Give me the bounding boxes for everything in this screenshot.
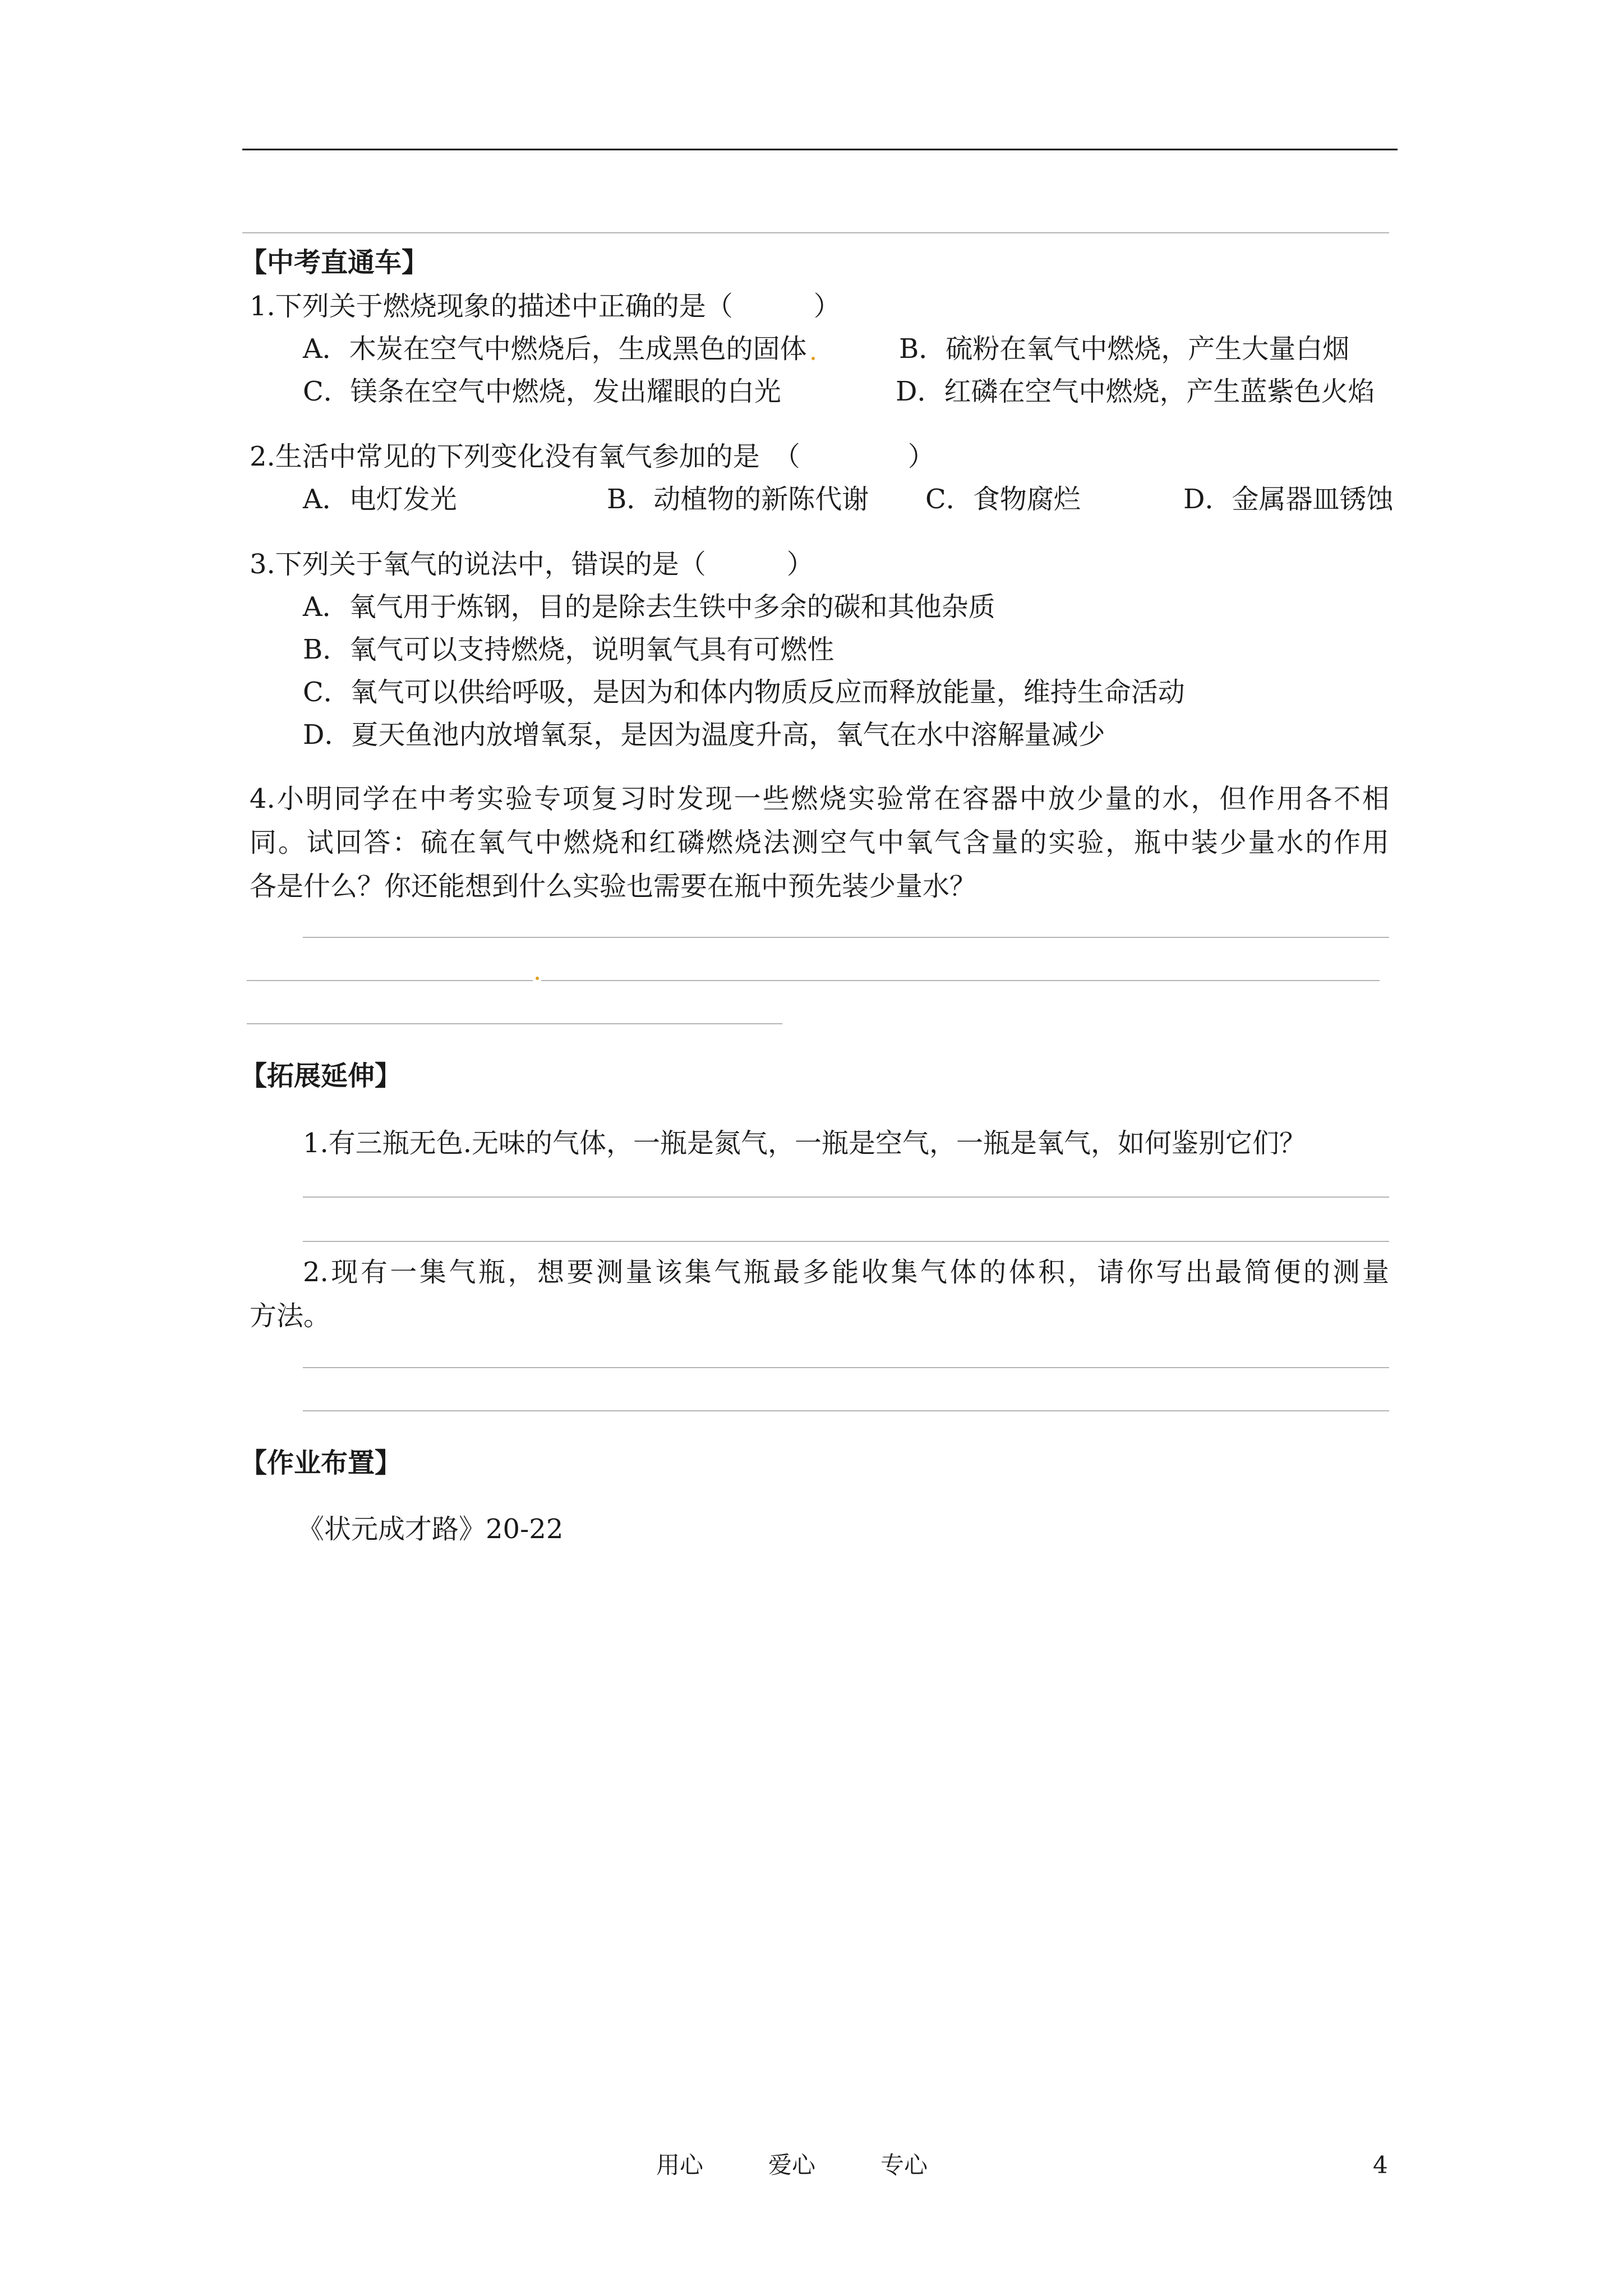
header-thin-rule (242, 232, 1389, 233)
footer-word-1: 用心 (656, 2151, 704, 2179)
extend-question-2-line-2: 方法。 (250, 1300, 331, 1332)
question-3-stem: 3.下列关于氧气的说法中，错误的是（ ） (250, 549, 814, 580)
question-2-option-b: B．动植物的新陈代谢 (607, 484, 869, 515)
section-heading-homework: 【作业布置】 (240, 1447, 402, 1479)
extend-question-1: 1.有三瓶无色.无味的气体，一瓶是氮气，一瓶是空气，一瓶是氧气，如何鉴别它们？ (303, 1128, 1307, 1159)
question-3-option-d: D．夏天鱼池内放增氧泵，是因为温度升高，氧气在水中溶解量减少 (303, 719, 1105, 751)
answer-line-q4-4 (247, 1023, 782, 1024)
stray-mark (536, 977, 539, 980)
stray-mark (811, 357, 815, 360)
question-4-line-1: 4.小明同学在中考实验专项复习时发现一些燃烧实验常在容器中放少量的水，但作用各不相 (250, 783, 1389, 815)
question-2-option-d: D．金属器皿锈蚀 (1183, 484, 1394, 515)
footer-word-3: 专心 (880, 2151, 928, 2179)
question-1-option-b: B．硫粉在氧气中燃烧，产生大量白烟 (899, 333, 1350, 365)
answer-line-extend-1a (303, 1197, 1389, 1198)
answer-line-extend-2b (303, 1410, 1389, 1411)
question-4-line-3: 各是什么？你还能想到什么实验也需要在瓶中预先装少量水？ (250, 871, 977, 902)
question-1-option-a: A．木炭在空气中燃烧后，生成黑色的固体 (303, 333, 807, 365)
page-number: 4 (1373, 2151, 1388, 2179)
question-4-line-2: 同。试回答：硫在氧气中燃烧和红磷燃烧法测空气中氧气含量的实验，瓶中装少量水的作用 (250, 827, 1389, 858)
section-heading-extend: 【拓展延伸】 (240, 1060, 402, 1092)
header-rule (242, 149, 1398, 150)
question-1-option-d: D．红磷在空气中燃烧，产生蓝紫色火焰 (896, 376, 1375, 407)
extend-question-2-line-1: 2.现有一集气瓶，想要测量该集气瓶最多能收集气体的体积，请你写出最简便的测量 (303, 1257, 1389, 1288)
section-heading-exam: 【中考直通车】 (240, 247, 429, 278)
answer-line-q4-2 (247, 980, 533, 981)
question-1-stem: 1.下列关于燃烧现象的描述中正确的是（ ） (250, 291, 841, 322)
question-1-option-c: C．镁条在空气中燃烧，发出耀眼的白光 (303, 376, 781, 407)
footer-word-2: 爱心 (768, 2151, 816, 2179)
question-2-option-a: A．电灯发光 (303, 484, 457, 515)
question-3-option-b: B．氧气可以支持燃烧，说明氧气具有可燃性 (303, 634, 834, 665)
question-3-option-a: A．氧气用于炼钢，目的是除去生铁中多余的碳和其他杂质 (303, 591, 995, 623)
question-2-stem: 2.生活中常见的下列变化没有氧气参加的是 （ ） (250, 441, 935, 472)
question-2-option-c: C．食物腐烂 (925, 484, 1081, 515)
answer-line-extend-1b (303, 1241, 1389, 1242)
question-3-option-c: C．氧气可以供给呼吸，是因为和体内物质反应而释放能量，维持生命活动 (303, 677, 1185, 708)
answer-line-q4-1 (303, 937, 1389, 938)
homework-text: 《状元成才路》20-22 (297, 1513, 564, 1545)
answer-line-q4-3 (541, 980, 1380, 981)
answer-line-extend-2a (303, 1367, 1389, 1368)
